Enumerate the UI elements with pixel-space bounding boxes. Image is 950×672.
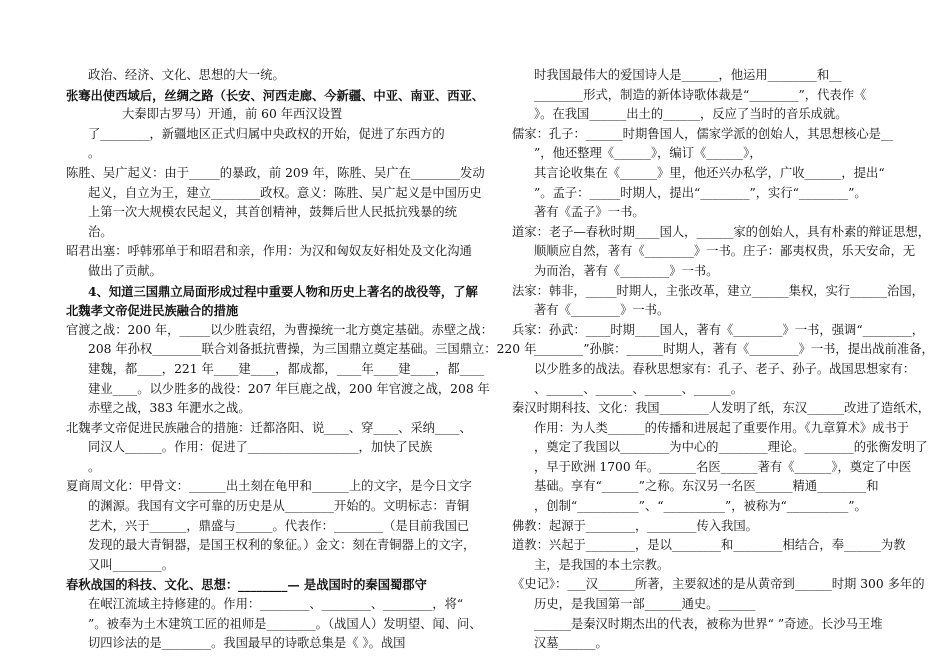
text-line: 顺顺应自然，著有《________》一书。庄子：鄙夷权贵，乐天安命，无 [534, 244, 916, 259]
text-line: 法家：韩非，_____时期人，主张改革，建立______集权，实行______治国， [512, 283, 924, 298]
text-line: 陈胜、吴广起义：由于_____的暴政，前 209 年，陈胜、吴广在________发动 [66, 165, 485, 180]
text-line: 秦汉时期科技、文化：我国________人发明了纸，东汉______改进了造纸术， [512, 401, 931, 416]
text-line: ”，他还整理《______》，编订《______》， [534, 146, 762, 161]
text-line: 政治、经济、文化、思想的大一统。 [88, 68, 285, 82]
text-line: 上第一次大规模农民起义，其首创精神，鼓舞后世人民抵抗残暴的统 [88, 205, 457, 220]
text-line: 艺术，兴于______，鼎盛与______。代表作：________（是目前我国已 [88, 518, 470, 533]
text-line: 为而治，著有《________》一书。 [534, 263, 719, 278]
text-line: 》。在我国______出土的______，反应了当时的音乐成就。 [534, 107, 848, 122]
text-line: 作用：为人类______的传播和进展起了重要作用。《九章算术》成书于 [534, 420, 910, 435]
text-line: 《史记》：___汉______所著，主要叙述的是从黄帝到______时期 300 多年的 [512, 577, 925, 592]
text-line: 佛教：起源于________，________传入我国。 [512, 518, 758, 533]
text-line: 夏商周文化：甲骨文：______出土刻在龟甲和______上的文字，是今日文字 [66, 479, 472, 494]
text-line: 建业____。以少胜多的战役：207 年巨鹿之战，200 年官渡之战，208 年 [88, 381, 490, 396]
text-line: 在岷江流域主持修建的。作用：________、________、________，将“ [88, 597, 464, 612]
text-line: 。 [88, 146, 101, 161]
text-line: 其言论收集在《______》里，他还兴办私学，广收______，提出“ [534, 165, 885, 180]
text-line: 大秦即古罗马）开通，前 60 年西汉设置 [122, 107, 343, 122]
text-line: 做出了贡献。 [88, 263, 162, 278]
text-line: 北魏孝文帝促进民族融合的措施 [66, 303, 239, 319]
right-column [512, 66, 934, 654]
text-line: ，奠定了我国以________为中心的________理论。________的张衡发明了 [534, 440, 928, 455]
text-line: 道家：老子—春秋时期____国人，______家的创始人，具有朴素的辩证思想， [512, 224, 931, 239]
left-column [66, 66, 537, 654]
text-line: 道教：兴起于________，是以________和________相结合，奉______为教 [512, 538, 906, 553]
text-line: 的渊源。我国有文字可靠的历史是从________开始的。文明标志：青铜 [88, 499, 470, 514]
text-line: 又叫________。 [88, 557, 175, 572]
text-line: 。 [88, 459, 101, 474]
text-line: 切四诊法的是________。我国最早的诗歌总集是《 》。战国 [88, 636, 406, 651]
text-line: 208 年孙权________联合刘备抵抗曹操，为三国鼎立奠定基础。三国鼎立：220 年 [88, 342, 537, 357]
text-line: ________形式，制造的新体诗歌体裁是“________”，代表作《 [534, 87, 867, 102]
text-line: ______是秦汉时期杰出的代表，被称为世界“ ”奇迹。长沙马王堆 [534, 616, 883, 631]
text-line: 治。 [88, 224, 113, 239]
text-line: ________”孙膑：______时期人，著有《________》一书，提出战前准备， [534, 342, 934, 357]
text-line: 北魏孝文帝促进民族融合的措施：迁都洛阳、说____、穿____、采纳____、 [66, 420, 472, 435]
text-line: 同汉人______。作用：促进了__________________，加快了民族 [88, 440, 433, 455]
text-line: 发现的最大青铜器，是国王权利的象征。）金文：刻在青铜器上的文字， [88, 538, 476, 553]
text-line: 著有《孟子》一书。 [534, 205, 645, 220]
text-line: 兵家：孙武：____时期____国人，著有《________》一书，强调“________， [512, 322, 925, 337]
text-line: 昭君出塞：呼韩邪单于和昭君和亲，作用：为汉和匈奴友好相处及文化沟通 [66, 244, 472, 259]
text-line: 赤壁之战，383 年淝水之战。 [88, 401, 251, 416]
text-line: 官渡之战：200 年，_____以少胜袁绍，为曹操统一北方奠定基础。赤壁之战： [66, 322, 494, 337]
text-line: 、______、______、______、______。 [534, 381, 744, 396]
text-line: 春秋战国的科技、文化、思想：________— 是战国时的秦国蜀郡守 [66, 577, 427, 593]
text-line: 起义，自立为王，建立________政权。意义：陈胜、吴广起义是中国历史 [88, 185, 482, 200]
text-line: ”。被奉为土木建筑工匠的祖师是________。（战国人）发明望、闻、问、 [88, 616, 482, 631]
text-line: ，创制“__________”、“__________”，被称为“__________”。 [534, 499, 867, 514]
text-line: 张骞出使西域后，丝绸之路（长安、河西走廊、今新疆、中亚、南亚、西亚、 [66, 87, 485, 103]
text-line: 主，是我国的本土宗教。 [534, 557, 670, 572]
text-line: ”。孟子：_____时期人，提出“________”，实行“________”。 [534, 185, 867, 200]
text-line: 儒家：孔子：______时期鲁国人，儒家学派的创始人，其思想核心是__ [512, 126, 894, 141]
text-line: 汉墓______。 [534, 636, 608, 651]
text-line: 时我国最伟大的爱国诗人是______，他运用________和__ [534, 68, 842, 82]
text-line: 以少胜多的战法。春秋思想家有：孔子、老子、孙子。战国思想家有： [534, 361, 916, 376]
text-line: 基础。享有“______”之称。东汉另一名医______精通________和 [534, 479, 879, 494]
text-line: 了________，新疆地区正式归属中央政权的开始，促进了东西方的 [88, 126, 445, 141]
text-line: ，早于欧洲 1700 年。______名医______著有《______》，奠定了中医 [534, 459, 912, 474]
text-line: 4、知道三国鼎立局面形成过程中重要人物和历史上著名的战役等，了解 [88, 283, 478, 299]
text-line: 著有《________》一书。 [534, 303, 670, 318]
text-line: 历史，是我国第一部______通史。______ [534, 597, 756, 612]
text-line: 建魏，都____，221 年____建____，都成都，____年____建____，都____ [88, 361, 485, 376]
